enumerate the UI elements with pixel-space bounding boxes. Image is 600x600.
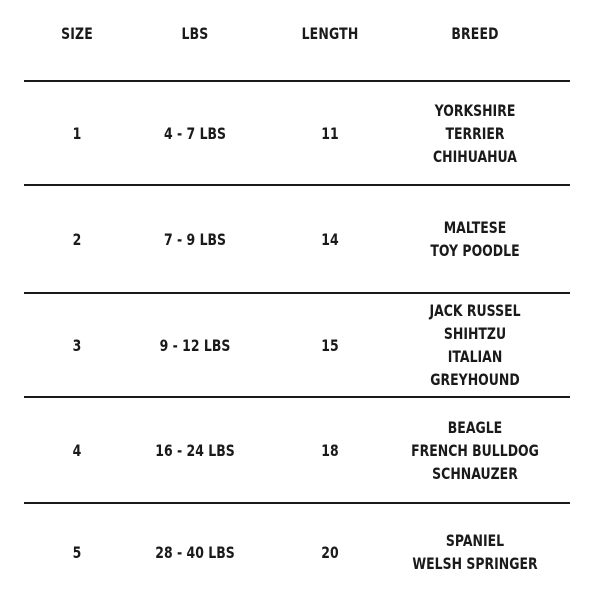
breed-cell bbox=[401, 504, 549, 600]
breed-name: YORKSHIRE bbox=[434, 100, 516, 120]
length-cell: 15 bbox=[321, 335, 339, 355]
breed-name: CHIHUAHUA bbox=[433, 146, 517, 166]
breed-name: TOY POODLE bbox=[430, 241, 520, 260]
breed-name: ITALIAN bbox=[447, 347, 503, 366]
breed-name: SPANIEL bbox=[445, 531, 505, 550]
breed-name: MALTESE bbox=[443, 218, 507, 237]
size-cell: 2 bbox=[72, 229, 82, 249]
breed-cell bbox=[401, 294, 549, 396]
breed-name: JACK RUSSEL bbox=[429, 301, 521, 320]
breed-cell bbox=[401, 398, 549, 502]
length-cell: 11 bbox=[321, 123, 339, 143]
header-size: SIZE bbox=[61, 24, 93, 43]
breed-name: FRENCH BULLDOG bbox=[411, 440, 539, 460]
header-length: LENGTH bbox=[301, 24, 359, 43]
lbs-cell: 28 - 40 LBS bbox=[155, 542, 235, 562]
header-lbs: LBS bbox=[181, 24, 209, 43]
breed-list bbox=[411, 416, 539, 485]
size-cell: 1 bbox=[72, 123, 82, 143]
size-cell: 5 bbox=[72, 542, 82, 562]
header-row bbox=[0, 0, 600, 80]
breed-name: GREYHOUND bbox=[430, 370, 520, 389]
lbs-cell: 7 - 9 LBS bbox=[163, 229, 227, 249]
breed-list bbox=[412, 529, 537, 575]
breed-list bbox=[429, 299, 520, 391]
size-cell: 3 bbox=[72, 335, 82, 355]
breed-name: SHIHTZU bbox=[443, 324, 507, 343]
breed-list bbox=[433, 99, 517, 168]
table-row bbox=[0, 186, 600, 292]
breed-name: BEAGLE bbox=[447, 417, 503, 437]
table-row bbox=[0, 82, 600, 184]
table-row bbox=[0, 294, 600, 396]
breed-cell bbox=[401, 186, 549, 292]
header-breed: BREED bbox=[451, 24, 499, 43]
table-row bbox=[0, 504, 600, 600]
breed-name: WELSH SPRINGER bbox=[412, 554, 538, 573]
lbs-cell: 9 - 12 LBS bbox=[159, 335, 231, 355]
table-row bbox=[0, 398, 600, 502]
breed-list bbox=[430, 216, 519, 262]
length-cell: 18 bbox=[321, 440, 339, 460]
breed-name: SCHNAUZER bbox=[432, 463, 518, 483]
lbs-cell: 16 - 24 LBS bbox=[155, 440, 235, 460]
length-cell: 20 bbox=[321, 542, 339, 562]
lbs-cell: 4 - 7 LBS bbox=[163, 123, 227, 143]
breed-cell bbox=[401, 82, 549, 184]
breed-name: TERRIER bbox=[445, 123, 505, 143]
length-cell: 14 bbox=[321, 229, 339, 249]
size-cell: 4 bbox=[72, 440, 82, 460]
